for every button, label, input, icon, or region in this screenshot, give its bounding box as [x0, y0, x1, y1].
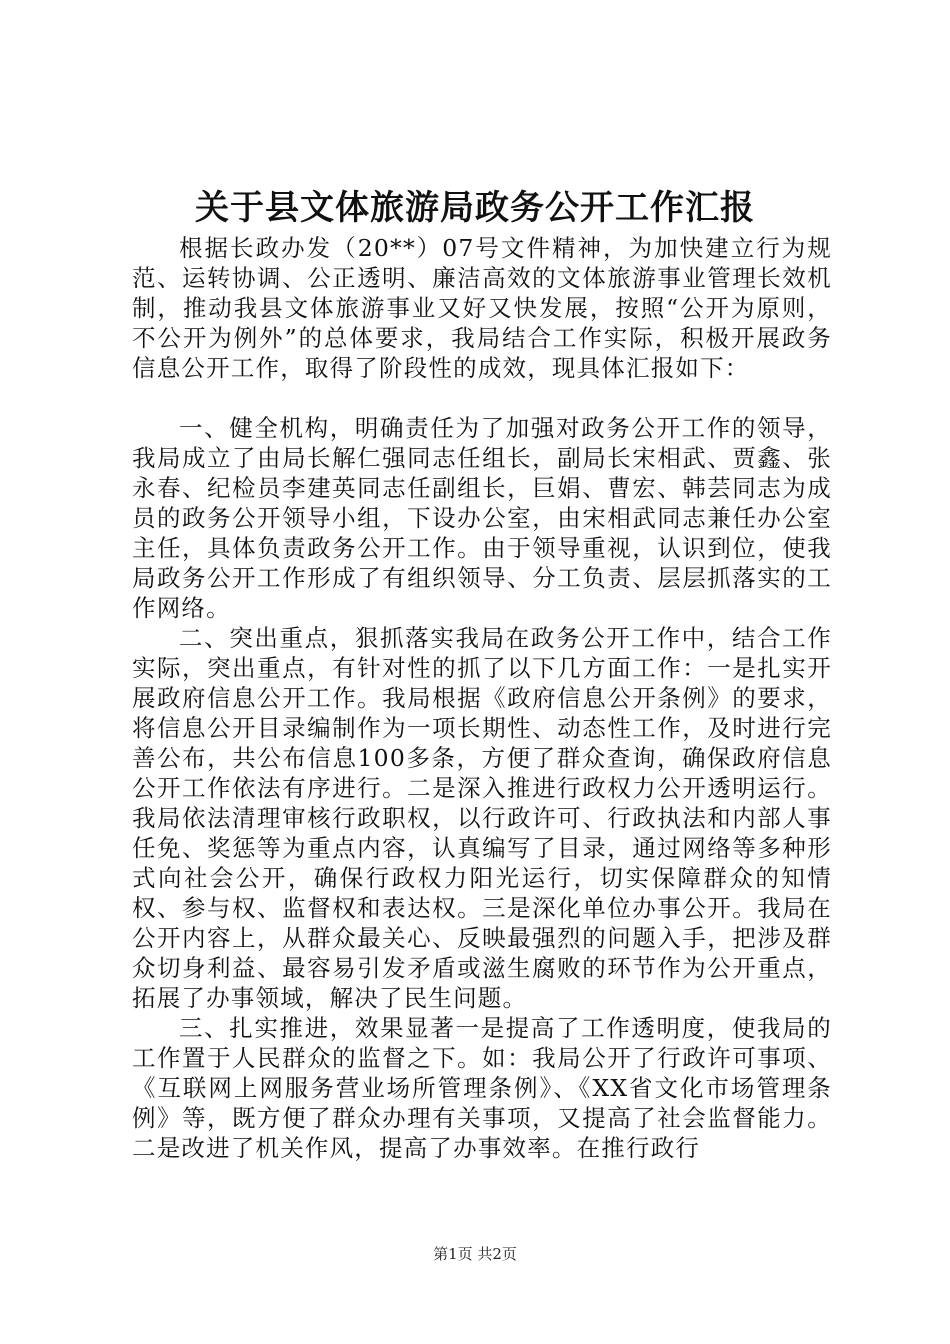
section-2-paragraph: 二、突出重点，狠抓落实我局在政务公开工作中，结合工作实际，突出重点，有针对性的抓了以下几方面工作：一是扎实开展政府信息公开工作。我局根据《政府信息公开条例》的要求，将信息公开目录编制作为一项长期性、动态性工作，及时进行完善公布，共公布信息100多条，方便了群众查询，确保政府信息公开工作依法有序进行。二是深入推进行政权力公开透明运行。我局依法清理审核行政职权，以行政许可、行政执法和内部人事任免、奖惩等为重点内容，认真编写了目录，通过网络等多种形式向社会公开，确保行政权力阳光运行，切实保障群众的知情权、参与权、监督权和表达权。三是深化单位办事公开。我局在公开内容上，从群众最关心、反映最强烈的问题入手，把涉及群众切身利益、最容易引发矛盾或滋生腐败的环节作为公开重点，拓展了办事领域，解决了民生问题。: [132, 624, 832, 1012]
section-3-paragraph: 三、扎实推进，效果显著一是提高了工作透明度，使我局的工作置于人民群众的监督之下。如：我局公开了行政许可事项、《互联网上网服务营业场所管理条例》、《XX省文化市场管理条例》等，既方便了群众办理有关事项，又提高了社会监督能力。二是改进了机关作风，提高了办事效率。在推行政行: [132, 1014, 832, 1162]
page-title: 关于县文体旅游局政务公开工作汇报: [195, 188, 755, 228]
paragraph-spacer: [132, 383, 832, 413]
page-footer: 第1页 共2页: [433, 1245, 517, 1263]
intro-paragraph: 根据长政办发（20**）07号文件精神，为加快建立行为规范、运转协调、公正透明、廉洁高效的文体旅游事业管理长效机制，推动我县文体旅游事业又好又快发展，按照“公开为原则，不公开为例外”的总体要求，我局结合工作实际，积极开展政务信息公开工作，取得了阶段性的成效，现具体汇报如下：: [132, 234, 832, 382]
document-body: [132, 233, 832, 1163]
section-1-paragraph: 一、健全机构，明确责任为了加强对政务公开工作的领导，我局成立了由局长解仁强同志任组长，副局长宋相武、贾鑫、张永春、纪检员李建英同志任副组长，巨娟、曹宏、韩芸同志为成员的政务公开领导小组，下设办公室，由宋相武同志兼任办公室主任，具体负责政务公开工作。由于领导重视，认识到位，使我局政务公开工作形成了有组织领导、分工负责、层层抓落实的工作网络。: [132, 414, 832, 622]
